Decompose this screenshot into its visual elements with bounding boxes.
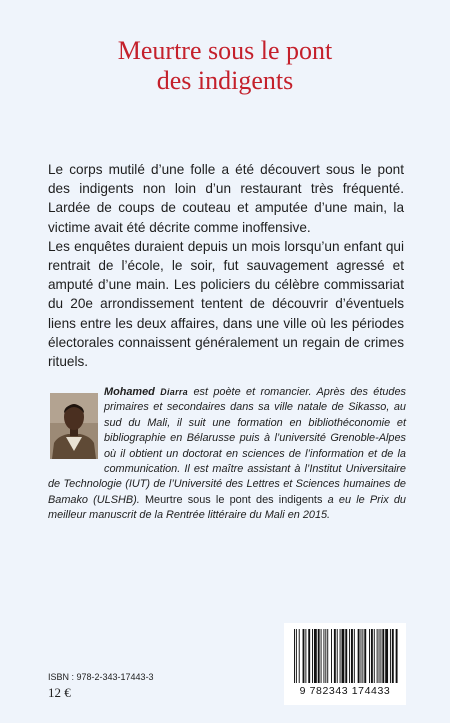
author-bio (48, 385, 406, 524)
book-title-line-1: Meurtre sous le pont (117, 36, 333, 65)
book-title-line-2: des indigents (156, 66, 294, 95)
price: 12 € (48, 685, 71, 700)
author-photo-space (48, 385, 104, 463)
barcode-digits: 9 782343 174433 (299, 685, 391, 697)
author-last-name: Diarra (160, 387, 189, 397)
author-bio-text-1: est poète et romancier. Après des études primaires et secondaires dans sa ville natale de Sikasso, au sud du Mali, il suit une formation en bibliothéconomie et bibliographie en Bélarusse puis à l’université Grenoble-Alpes où il obtient un doctorat en sciences de l’information et de la communication. Il est maître assistant à l’Institut Universitaire de Technologie (IUT) de l’Université des Lettres et Sciences humaines de Bamako (ULSHB). (48, 386, 406, 506)
synopsis-paragraph-2: Les enquêtes duraient depuis un mois lorsqu’un enfant qui rentrait de l’école, le soir, fut sauvagement agressé et amputé d’une main. Les policiers du célèbre commissariat du 20e arrondissement tentent de découvrir d’éventuels liens entre les deux affaires, dans une ville où les périodes électorales connaissent généralement un regain de crimes rituels. (48, 238, 404, 370)
synopsis-paragraph-1: Le corps mutilé d’une folle a été découvert sous le pont des indigents non loin d’un restaurant très fréquenté. Lardée de coups de couteau et amputée d’une main, la victime avait été décrite comme inoffensive. (48, 162, 404, 235)
author-first-name: Mohamed (104, 386, 155, 398)
isbn: ISBN : 978-2-343-17443-3 (48, 672, 154, 682)
synopsis (48, 160, 404, 371)
author-name (104, 386, 188, 398)
barcode-icon (292, 629, 398, 685)
book-title (0, 36, 450, 96)
author-bio-text-2: a eu le Prix du meilleur manuscrit de la Rentrée littéraire du Mali en 2015. (48, 493, 406, 522)
barcode (284, 623, 406, 705)
author-bio-book-title: Meurtre sous le pont des indigents (144, 493, 323, 506)
